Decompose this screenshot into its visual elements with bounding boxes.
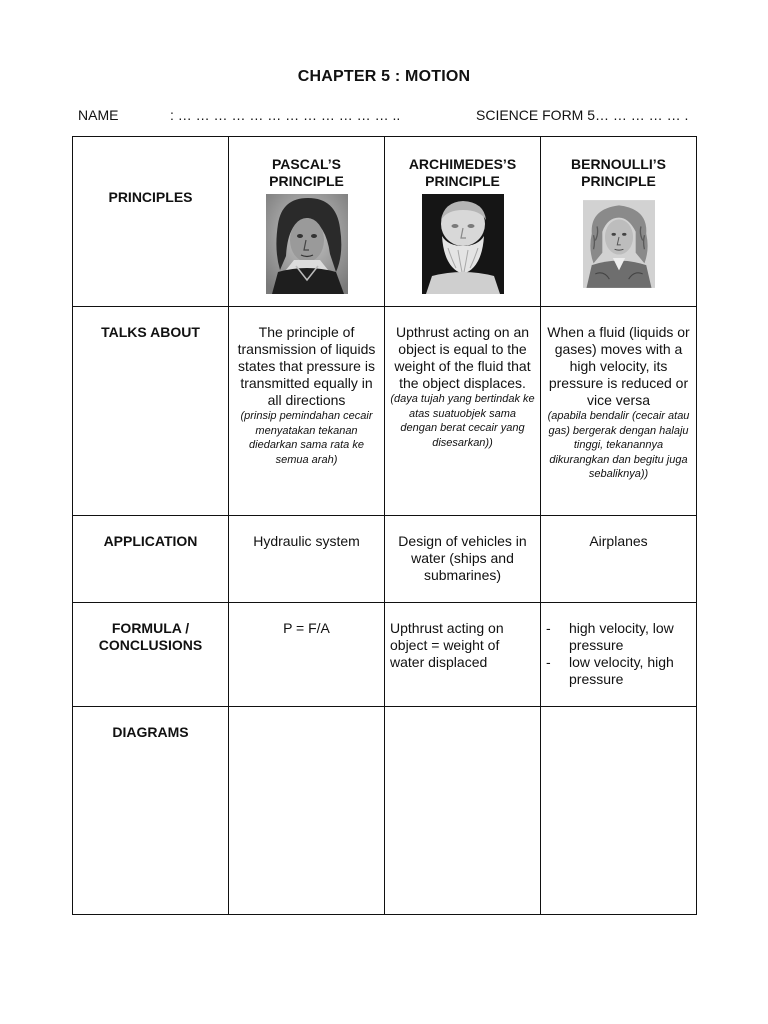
principles-row-label: [73, 137, 229, 307]
archimedes-application-cell: [385, 516, 541, 603]
pascal-header-line1: PASCAL’S: [272, 156, 341, 172]
pascal-portrait-icon: [266, 194, 348, 294]
bernoulli-application-text: Airplanes: [589, 533, 648, 549]
pascal-formula-text: P = F/A: [283, 620, 330, 636]
archimedes-formula-cell: [385, 603, 541, 707]
principles-label-text: PRINCIPLES: [108, 189, 193, 205]
pascal-talks-translation: (prinsip pemindahan cecair menyatakan tekanan diedarkan sama rata ke semua arah): [240, 410, 373, 466]
pascal-diagram-cell: [229, 707, 385, 915]
formula-row-label: [73, 603, 229, 707]
bernoulli-header-line1: BERNOULLI’S: [571, 156, 666, 172]
pascal-talks-text: The principle of transmission of liquids states that pressure is transmitted equally in all directions: [237, 324, 376, 408]
application-label-text: APPLICATION: [103, 533, 198, 549]
principles-row: [73, 137, 697, 307]
formula-label-line1: FORMULA /: [111, 620, 190, 636]
conclusion-text: high velocity, low pressure: [569, 620, 674, 653]
conclusion-text: low velocity, high pressure: [569, 654, 674, 687]
pascal-application-text: Hydraulic system: [253, 533, 360, 549]
bernoulli-application-cell: [541, 516, 697, 603]
application-row: [73, 516, 697, 603]
diagrams-label-text: DIAGRAMS: [112, 724, 189, 740]
diagrams-row: [73, 707, 697, 915]
talks-about-label-text: TALKS ABOUT: [101, 324, 200, 340]
bernoulli-talks-text: When a fluid (liquids or gases) moves with a high velocity, its pressure is reduced or vice versa: [547, 324, 690, 408]
archimedes-talks-text: Upthrust acting on an object is equal to the weight of the fluid that the object displaces.: [394, 324, 531, 391]
diagrams-row-label: [73, 707, 229, 915]
pascal-formula-cell: [229, 603, 385, 707]
bernoulli-talks-cell: [541, 307, 697, 516]
dash-bullet: -: [546, 620, 551, 636]
bernoulli-conclusions-cell: [541, 603, 697, 707]
application-row-label: [73, 516, 229, 603]
archimedes-talks-cell: [385, 307, 541, 516]
archimedes-header-cell: [385, 137, 541, 307]
archimedes-diagram-cell: [385, 707, 541, 915]
bernoulli-talks-translation: (apabila bendalir (cecair atau gas) bergerak dengan halaju tinggi, tekanannya dikurangkan dan begitu juga sebaliknya)): [547, 410, 690, 480]
archimedes-header-line2: PRINCIPLE: [425, 173, 500, 189]
archimedes-header-line1: ARCHIMEDES’S: [408, 156, 517, 172]
bernoulli-header-cell: [541, 137, 697, 307]
archimedes-portrait-icon: [418, 194, 508, 294]
pascal-header-line2: PRINCIPLE: [269, 173, 344, 189]
formula-row: [73, 603, 697, 707]
principles-table: [72, 136, 697, 915]
science-form-label: SCIENCE FORM 5… … … … … .: [476, 107, 689, 123]
archimedes-talks-translation: (daya tujah yang bertindak ke atas suatuobjek sama dengan berat cecair yang disesarkan)): [390, 393, 535, 449]
bernoulli-portrait-icon: [583, 194, 655, 294]
list-item: [546, 620, 691, 654]
bernoulli-conclusions-list: [546, 620, 691, 688]
dash-bullet: -: [546, 654, 551, 670]
pascal-talks-cell: [229, 307, 385, 516]
name-label: NAME: [78, 107, 119, 123]
list-item: [546, 654, 691, 688]
archimedes-application-text: Design of vehicles in water (ships and submarines): [398, 533, 527, 583]
talks-about-row: [73, 307, 697, 516]
archimedes-formula-text: Upthrust acting on object = weight of water displaced: [390, 620, 504, 670]
pascal-application-cell: [229, 516, 385, 603]
bernoulli-diagram-cell: [541, 707, 697, 915]
page-title: CHAPTER 5 : MOTION: [297, 68, 471, 85]
talks-about-row-label: [73, 307, 229, 516]
pascal-header-cell: [229, 137, 385, 307]
formula-label-line2: CONCLUSIONS: [98, 637, 203, 653]
name-blank-line: : … … … … … … … … … … … … ..: [170, 107, 401, 123]
bernoulli-header-line2: PRINCIPLE: [581, 173, 656, 189]
